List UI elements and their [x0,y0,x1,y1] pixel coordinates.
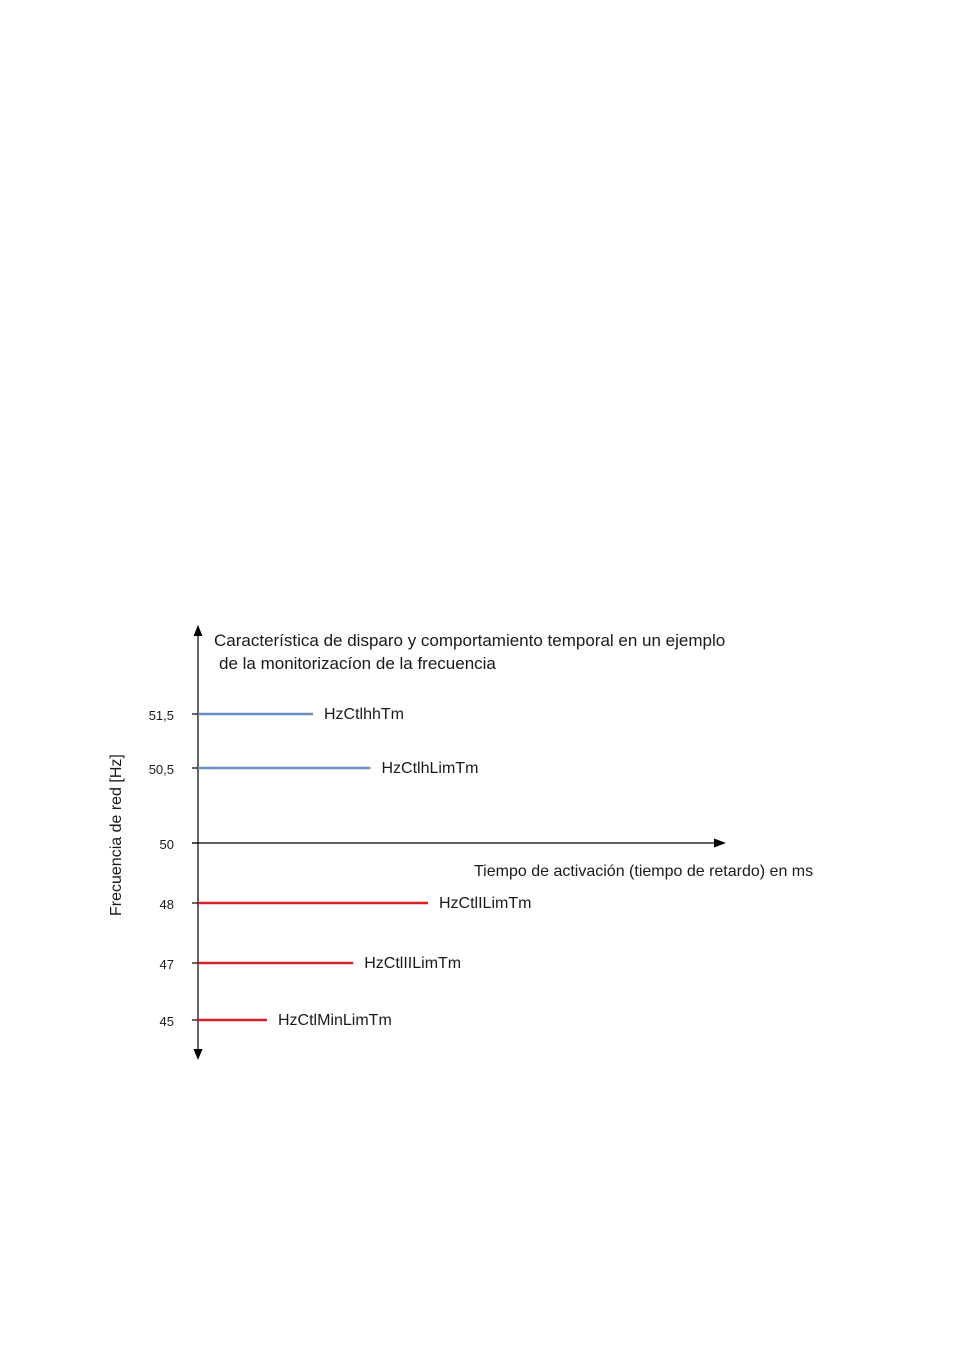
diagram-title-line-2: de la monitorizacíon de la frecuencia [219,654,496,673]
x-axis-arrow [714,839,726,848]
parameter-label-HzCtlhLimTm: HzCtlhLimTm [381,760,479,777]
y-axis-arrow-down [194,1049,203,1060]
tick-label-HzCtlILimTm: 48 [159,897,174,912]
parameter-label-HzCtlhhTm: HzCtlhhTm [324,706,405,723]
tick-label-HzCtlIILimTm: 47 [159,957,174,972]
y-axis-title: Frecuencia de red [Hz] [108,754,125,916]
tick-label-HzCtlMinLimTm: 45 [159,1014,174,1029]
tick-label-HzCtlhLimTm: 50,5 [148,762,174,777]
diagram-title-line-1: Característica de disparo y comportamiento temporal en un ejemplo [214,631,726,650]
x-axis-title: Tiempo de activación (tiempo de retardo) en ms [474,863,814,880]
tick-label-nominal: 50 [159,837,174,852]
tick-label-HzCtlhhTm: 51,5 [148,708,174,723]
y-axis-arrow-up [194,625,203,636]
parameter-label-HzCtlILimTm: HzCtlILimTm [439,895,532,912]
parameter-label-HzCtlMinLimTm: HzCtlMinLimTm [278,1012,392,1029]
parameter-label-HzCtlIILimTm: HzCtlIILimTm [364,955,462,972]
